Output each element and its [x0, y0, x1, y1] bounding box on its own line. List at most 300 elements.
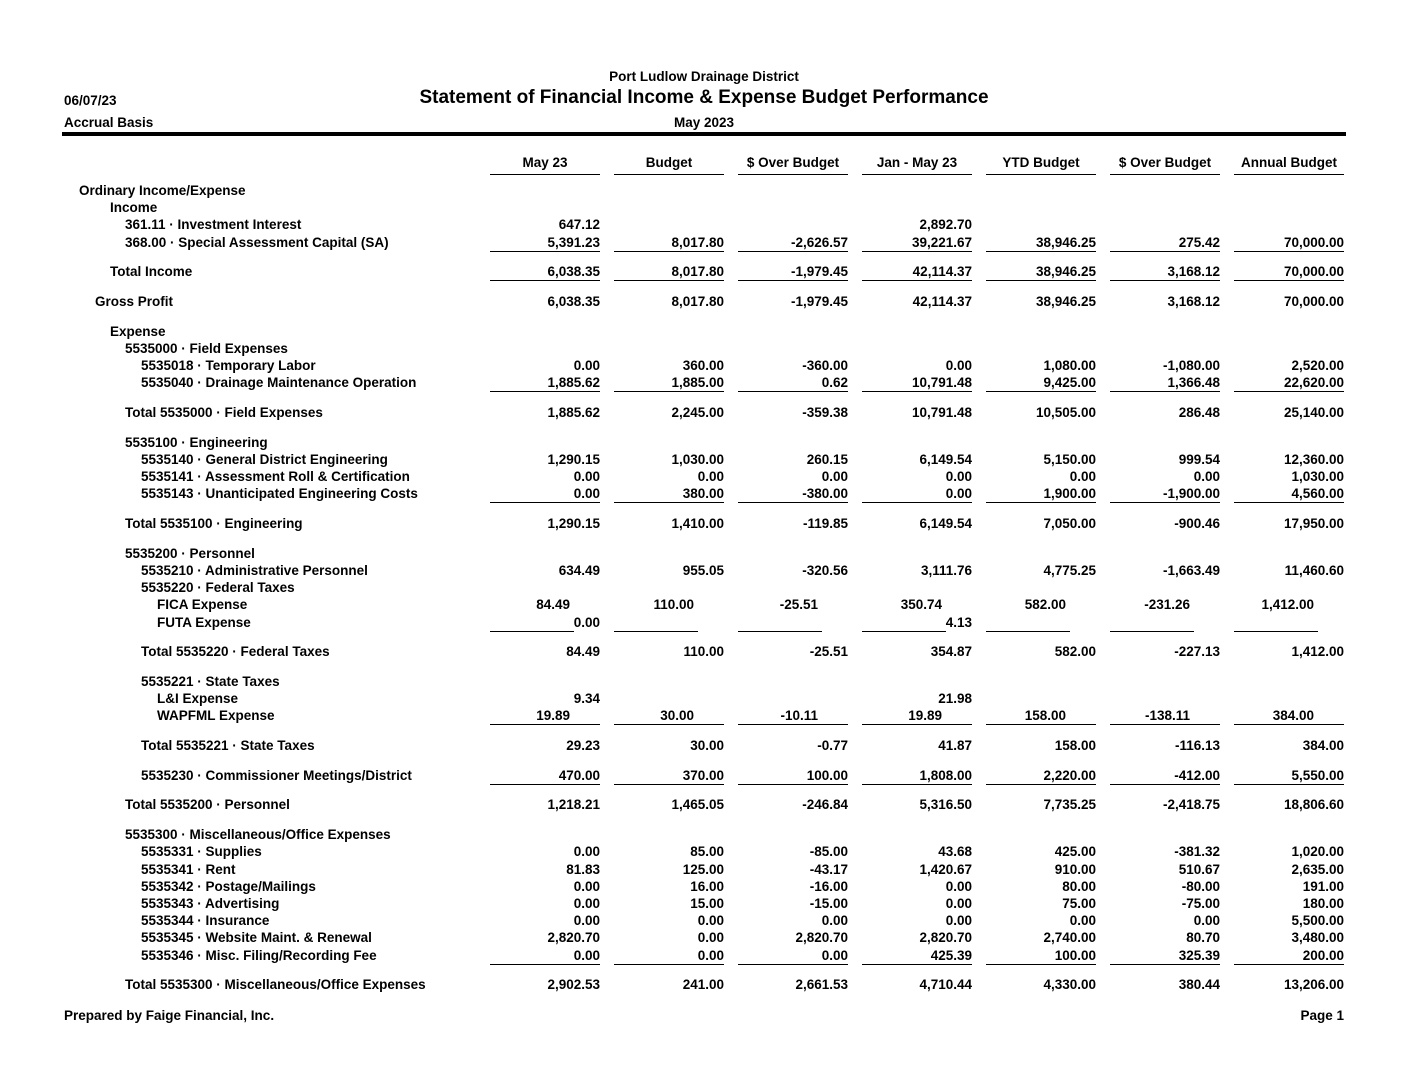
subtotal-underline — [490, 784, 600, 785]
cell-value: 955.05 — [682, 563, 724, 578]
column-header-underline — [738, 174, 848, 175]
table-row — [0, 691, 1408, 708]
table-row — [0, 405, 1408, 422]
cell-value: 16.00 — [690, 879, 724, 894]
cell-value: 2,820.70 — [547, 930, 600, 945]
cell-value: -1,900.00 — [1162, 486, 1220, 501]
cell-value: 384.00 — [1272, 708, 1314, 723]
cell-value: 8,017.80 — [671, 294, 724, 309]
subtotal-underline — [1110, 724, 1220, 725]
cell-value: 9,425.00 — [1043, 375, 1096, 390]
row-label: Total 5535000 · Field Expenses — [125, 405, 323, 420]
cell-value: 15.00 — [690, 896, 724, 911]
cell-value: 8,017.80 — [671, 264, 724, 279]
column-header: Annual Budget — [1241, 155, 1337, 170]
table-row — [0, 563, 1408, 580]
cell-value: 2,220.00 — [1043, 768, 1096, 783]
table-row — [0, 615, 1408, 632]
row-label: 5535344 · Insurance — [141, 913, 270, 928]
column-header: $ Over Budget — [746, 155, 840, 170]
cell-value: 158.00 — [1054, 738, 1096, 753]
cell-value: 3,168.12 — [1167, 294, 1220, 309]
table-row — [0, 183, 1408, 200]
subtotal-underline — [1110, 631, 1194, 632]
cell-value: 4,330.00 — [1043, 977, 1096, 992]
row-label: 5535040 · Drainage Maintenance Operation — [141, 375, 417, 390]
cell-value: 1,218.21 — [547, 797, 600, 812]
cell-value: 470.00 — [558, 768, 600, 783]
cell-value: 0.00 — [573, 879, 600, 894]
cell-value: 39,221.67 — [911, 235, 972, 250]
cell-value: -381.32 — [1174, 844, 1220, 859]
subtotal-underline — [862, 964, 972, 965]
cell-value: 7,050.00 — [1043, 516, 1096, 531]
subtotal-underline — [986, 502, 1096, 503]
cell-value: 2,520.00 — [1291, 358, 1344, 373]
prepared-by: Prepared by Faige Financial, Inc. — [64, 1008, 275, 1023]
cell-value: 3,480.00 — [1291, 930, 1344, 945]
cell-value: 4,560.00 — [1291, 486, 1344, 501]
cell-value: 1,290.15 — [547, 452, 600, 467]
cell-value: -75.00 — [1181, 896, 1220, 911]
subtotal-underline — [862, 631, 946, 632]
cell-value: 0.00 — [697, 930, 724, 945]
cell-value: 2,892.70 — [919, 217, 972, 232]
cell-value: 1,366.48 — [1167, 375, 1220, 390]
cell-value: 354.87 — [930, 644, 972, 659]
table-row — [0, 896, 1408, 913]
cell-value: 30.00 — [690, 738, 724, 753]
cell-value: 370.00 — [682, 768, 724, 783]
cell-value: -412.00 — [1174, 768, 1220, 783]
column-header: Budget — [645, 155, 693, 170]
cell-value: -360.00 — [802, 358, 848, 373]
row-label: Total 5535300 · Miscellaneous/Office Expenses — [125, 977, 426, 992]
table-row — [0, 452, 1408, 469]
district-name: Port Ludlow Drainage District — [609, 69, 799, 84]
cell-value: 0.00 — [821, 913, 848, 928]
subtotal-underline — [1110, 784, 1220, 785]
table-row — [0, 217, 1408, 234]
cell-value: 0.00 — [945, 486, 972, 501]
row-label: 5535140 · General District Engineering — [141, 452, 388, 467]
cell-value: 6,038.35 — [547, 294, 600, 309]
cell-value: 0.00 — [821, 948, 848, 963]
cell-value: 384.00 — [1302, 738, 1344, 753]
subtotal-underline — [986, 280, 1096, 281]
subtotal-underline — [862, 280, 972, 281]
cell-value: 4,775.25 — [1043, 563, 1096, 578]
row-label: 5535343 · Advertising — [141, 896, 280, 911]
row-label: 5535346 · Misc. Filing/Recording Fee — [141, 948, 377, 963]
page-number: Page 1 — [1300, 1008, 1344, 1023]
cell-value: 0.00 — [1193, 469, 1220, 484]
cell-value: 0.00 — [573, 469, 600, 484]
row-label: 5535221 · State Taxes — [141, 674, 280, 689]
cell-value: 75.00 — [1062, 896, 1096, 911]
cell-value: 286.48 — [1178, 405, 1220, 420]
cell-value: 4,710.44 — [919, 977, 972, 992]
cell-value: -320.56 — [802, 563, 848, 578]
cell-value: 2,635.00 — [1291, 862, 1344, 877]
table-row — [0, 948, 1408, 965]
cell-value: 0.00 — [573, 844, 600, 859]
subtotal-underline — [490, 251, 600, 252]
cell-value: 125.00 — [682, 862, 724, 877]
subtotal-underline — [1234, 724, 1344, 725]
cell-value: -119.85 — [802, 516, 848, 531]
cell-value: 5,316.50 — [919, 797, 972, 812]
subtotal-underline — [490, 631, 574, 632]
cell-value: 1,030.00 — [671, 452, 724, 467]
cell-value: 5,500.00 — [1291, 913, 1344, 928]
cell-value: 0.00 — [1069, 469, 1096, 484]
cell-value: 1,020.00 — [1291, 844, 1344, 859]
table-row — [0, 597, 1408, 614]
cell-value: 21.98 — [938, 691, 972, 706]
cell-value: 30.00 — [660, 708, 694, 723]
cell-value: 200.00 — [1302, 948, 1344, 963]
row-label: Expense — [110, 324, 166, 339]
cell-value: 0.00 — [1069, 913, 1096, 928]
cell-value: -1,080.00 — [1162, 358, 1220, 373]
subtotal-underline — [1110, 251, 1220, 252]
column-header-underline — [986, 174, 1096, 175]
cell-value: 1,808.00 — [919, 768, 972, 783]
cell-value: -16.00 — [809, 879, 848, 894]
table-row — [0, 469, 1408, 486]
cell-value: 70,000.00 — [1283, 294, 1344, 309]
cell-value: 158.00 — [1024, 708, 1066, 723]
header-divider — [62, 132, 1346, 136]
table-row — [0, 797, 1408, 814]
cell-value: 1,420.67 — [919, 862, 972, 877]
cell-value: 6,038.35 — [547, 264, 600, 279]
table-row — [0, 341, 1408, 358]
cell-value: 0.00 — [573, 913, 600, 928]
cell-value: 1,885.62 — [547, 405, 600, 420]
row-label: Total Income — [110, 264, 193, 279]
table-row — [0, 358, 1408, 375]
column-header-underline — [490, 174, 600, 175]
cell-value: 191.00 — [1302, 879, 1344, 894]
cell-value: 0.00 — [1193, 913, 1220, 928]
cell-value: 38,946.25 — [1035, 235, 1096, 250]
cell-value: 42,114.37 — [912, 294, 972, 309]
row-label: 5535331 · Supplies — [141, 844, 262, 859]
cell-value: 634.49 — [558, 563, 600, 578]
cell-value: 80.00 — [1062, 879, 1096, 894]
cell-value: 582.00 — [1024, 597, 1066, 612]
subtotal-underline — [1234, 391, 1344, 392]
cell-value: 2,820.70 — [919, 930, 972, 945]
cell-value: 7,735.25 — [1043, 797, 1096, 812]
subtotal-underline — [738, 724, 848, 725]
cell-value: 6,149.54 — [919, 516, 972, 531]
cell-value: 1,900.00 — [1043, 486, 1096, 501]
subtotal-underline — [738, 251, 848, 252]
table-row — [0, 913, 1408, 930]
cell-value: 2,740.00 — [1043, 930, 1096, 945]
column-header-underline — [1234, 174, 1344, 175]
table-row — [0, 375, 1408, 392]
cell-value: 81.83 — [566, 862, 600, 877]
column-header: $ Over Budget — [1118, 155, 1212, 170]
subtotal-underline — [1110, 502, 1220, 503]
table-row — [0, 644, 1408, 661]
subtotal-underline — [738, 502, 848, 503]
subtotal-underline — [986, 724, 1096, 725]
subtotal-underline — [614, 631, 698, 632]
table-row — [0, 324, 1408, 341]
cell-value: 0.00 — [945, 358, 972, 373]
subtotal-underline — [862, 502, 972, 503]
subtotal-underline — [738, 964, 848, 965]
report-period: May 2023 — [673, 115, 735, 130]
row-label: L&I Expense — [157, 691, 239, 706]
subtotal-underline — [614, 280, 724, 281]
subtotal-underline — [1234, 631, 1318, 632]
cell-value: -15.00 — [809, 896, 848, 911]
cell-value: 43.68 — [938, 844, 972, 859]
subtotal-underline — [862, 251, 972, 252]
row-label: Ordinary Income/Expense — [79, 183, 246, 198]
cell-value: 582.00 — [1054, 644, 1096, 659]
subtotal-underline — [738, 631, 822, 632]
subtotal-underline — [1110, 391, 1220, 392]
cell-value: 29.23 — [566, 738, 600, 753]
subtotal-underline — [738, 391, 848, 392]
row-label: 361.11 · Investment Interest — [125, 217, 302, 232]
subtotal-underline — [614, 251, 724, 252]
cell-value: 1,410.00 — [671, 516, 724, 531]
cell-value: 0.00 — [945, 913, 972, 928]
subtotal-underline — [490, 964, 600, 965]
cell-value: 18,806.60 — [1283, 797, 1344, 812]
cell-value: 11,460.60 — [1284, 563, 1344, 578]
cell-value: -1,663.49 — [1162, 563, 1220, 578]
row-label: 5535141 · Assessment Roll & Certification — [141, 469, 410, 484]
row-label: 5535210 · Administrative Personnel — [141, 563, 368, 578]
cell-value: 275.42 — [1178, 235, 1220, 250]
table-row — [0, 674, 1408, 691]
row-label: 5535345 · Website Maint. & Renewal — [141, 930, 372, 945]
cell-value: 1,290.15 — [547, 516, 600, 531]
accounting-basis: Accrual Basis — [64, 115, 154, 130]
cell-value: 999.54 — [1178, 452, 1220, 467]
cell-value: 110.00 — [653, 597, 694, 612]
table-row — [0, 844, 1408, 861]
cell-value: 380.00 — [682, 486, 724, 501]
table-row — [0, 264, 1408, 281]
table-row — [0, 294, 1408, 311]
cell-value: 180.00 — [1302, 896, 1344, 911]
table-row — [0, 235, 1408, 252]
cell-value: -138.11 — [1144, 708, 1190, 723]
row-label: 5535341 · Rent — [141, 862, 236, 877]
cell-value: 0.62 — [821, 375, 848, 390]
subtotal-underline — [1234, 280, 1344, 281]
cell-value: 2,820.70 — [795, 930, 848, 945]
cell-value: -2,418.75 — [1162, 797, 1220, 812]
cell-value: -231.26 — [1144, 597, 1190, 612]
cell-value: 110.00 — [683, 644, 724, 659]
cell-value: 0.00 — [573, 896, 600, 911]
subtotal-underline — [986, 251, 1096, 252]
cell-value: 9.34 — [573, 691, 600, 706]
cell-value: 0.00 — [945, 896, 972, 911]
row-label: WAPFML Expense — [157, 708, 275, 723]
subtotal-underline — [490, 502, 600, 503]
cell-value: -380.00 — [802, 486, 848, 501]
cell-value: -246.84 — [802, 797, 848, 812]
table-row — [0, 977, 1408, 994]
cell-value: 350.74 — [900, 597, 942, 612]
cell-value: 5,150.00 — [1043, 452, 1096, 467]
report-date: 06/07/23 — [64, 93, 117, 108]
subtotal-underline — [614, 502, 724, 503]
cell-value: 2,661.53 — [795, 977, 848, 992]
cell-value: 12,360.00 — [1283, 452, 1344, 467]
cell-value: 10,791.48 — [911, 375, 972, 390]
cell-value: 0.00 — [573, 486, 600, 501]
subtotal-underline — [1234, 251, 1344, 252]
cell-value: 1,465.05 — [671, 797, 724, 812]
column-header-underline — [862, 174, 972, 175]
cell-value: 5,550.00 — [1291, 768, 1344, 783]
cell-value: 10,791.48 — [911, 405, 972, 420]
cell-value: 70,000.00 — [1283, 235, 1344, 250]
subtotal-underline — [614, 964, 724, 965]
cell-value: 42,114.37 — [912, 264, 972, 279]
table-row — [0, 862, 1408, 879]
cell-value: 6,149.54 — [919, 452, 972, 467]
subtotal-underline — [614, 724, 724, 725]
cell-value: -80.00 — [1181, 879, 1220, 894]
cell-value: 38,946.25 — [1035, 264, 1096, 279]
cell-value: -227.13 — [1174, 644, 1220, 659]
row-label: Total 5535200 · Personnel — [125, 797, 290, 812]
row-label: FICA Expense — [157, 597, 248, 612]
table-row — [0, 708, 1408, 725]
cell-value: -2,626.57 — [790, 235, 848, 250]
cell-value: 25,140.00 — [1283, 405, 1344, 420]
cell-value: 0.00 — [573, 948, 600, 963]
table-row — [0, 435, 1408, 452]
cell-value: 19.89 — [908, 708, 942, 723]
cell-value: -0.77 — [817, 738, 848, 753]
cell-value: 70,000.00 — [1283, 264, 1344, 279]
cell-value: 380.44 — [1178, 977, 1220, 992]
cell-value: 2,902.53 — [547, 977, 600, 992]
table-row — [0, 738, 1408, 755]
cell-value: 1,885.00 — [671, 375, 724, 390]
column-header: May 23 — [522, 155, 568, 170]
cell-value: 425.39 — [930, 948, 972, 963]
cell-value: 4.13 — [945, 615, 972, 630]
subtotal-underline — [1234, 964, 1344, 965]
subtotal-underline — [862, 784, 972, 785]
table-row — [0, 546, 1408, 563]
subtotal-underline — [490, 391, 600, 392]
subtotal-underline — [1110, 964, 1220, 965]
cell-value: -25.51 — [779, 597, 818, 612]
table-row — [0, 580, 1408, 597]
row-label: 5535342 · Postage/Mailings — [141, 879, 316, 894]
row-label: 5535300 · Miscellaneous/Office Expenses — [125, 827, 391, 842]
cell-value: 510.67 — [1178, 862, 1220, 877]
table-row — [0, 486, 1408, 503]
cell-value: 19.89 — [536, 708, 570, 723]
subtotal-underline — [986, 784, 1096, 785]
cell-value: -85.00 — [809, 844, 848, 859]
row-label: Income — [110, 200, 158, 215]
cell-value: -10.11 — [780, 708, 818, 723]
cell-value: 8,017.80 — [671, 235, 724, 250]
cell-value: 41.87 — [938, 738, 972, 753]
subtotal-underline — [1234, 784, 1344, 785]
cell-value: 100.00 — [1054, 948, 1096, 963]
cell-value: 10,505.00 — [1035, 405, 1096, 420]
subtotal-underline — [490, 280, 600, 281]
cell-value: -359.38 — [802, 405, 848, 420]
row-label: 5535220 · Federal Taxes — [141, 580, 295, 595]
subtotal-underline — [986, 964, 1096, 965]
cell-value: 1,030.00 — [1291, 469, 1344, 484]
table-row — [0, 200, 1408, 217]
row-label: 368.00 · Special Assessment Capital (SA) — [125, 235, 389, 250]
cell-value: -43.17 — [809, 862, 848, 877]
row-label: Total 5535221 · State Taxes — [141, 738, 315, 753]
column-header-underline — [614, 174, 724, 175]
cell-value: -1,979.45 — [790, 294, 848, 309]
table-row — [0, 930, 1408, 947]
cell-value: 241.00 — [682, 977, 724, 992]
subtotal-underline — [986, 631, 1070, 632]
cell-value: 5,391.23 — [547, 235, 600, 250]
cell-value: 1,080.00 — [1043, 358, 1096, 373]
subtotal-underline — [614, 391, 724, 392]
cell-value: 260.15 — [806, 452, 848, 467]
table-row — [0, 879, 1408, 896]
cell-value: 0.00 — [573, 615, 600, 630]
row-label: 5535230 · Commissioner Meetings/District — [141, 768, 412, 783]
subtotal-underline — [862, 391, 972, 392]
cell-value: 910.00 — [1054, 862, 1096, 877]
row-label: 5535018 · Temporary Labor — [141, 358, 316, 373]
subtotal-underline — [986, 391, 1096, 392]
cell-value: 1,412.00 — [1261, 597, 1314, 612]
cell-value: -116.13 — [1174, 738, 1220, 753]
row-label: 5535000 · Field Expenses — [125, 341, 288, 356]
report-title: Statement of Financial Income & Expense Budget Performance — [419, 87, 989, 108]
cell-value: 0.00 — [573, 358, 600, 373]
column-header: Jan - May 23 — [876, 155, 958, 170]
row-label: Gross Profit — [95, 294, 174, 309]
cell-value: 360.00 — [682, 358, 724, 373]
row-label: 5535200 · Personnel — [125, 546, 255, 561]
table-row — [0, 516, 1408, 533]
cell-value: 425.00 — [1054, 844, 1096, 859]
cell-value: 3,168.12 — [1167, 264, 1220, 279]
cell-value: 0.00 — [821, 469, 848, 484]
subtotal-underline — [738, 280, 848, 281]
column-header: YTD Budget — [1002, 155, 1080, 170]
subtotal-underline — [1234, 502, 1344, 503]
cell-value: 0.00 — [697, 913, 724, 928]
column-header-underline — [1110, 174, 1220, 175]
subtotal-underline — [1110, 280, 1220, 281]
